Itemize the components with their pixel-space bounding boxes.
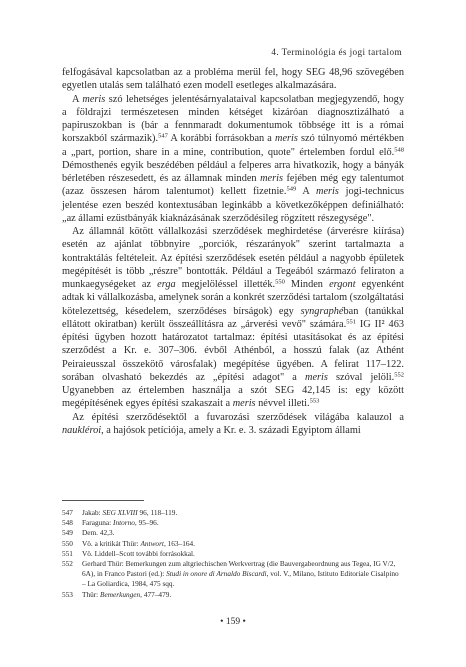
footnote [62,508,404,518]
text-run: Gerhard Thür: Bemerkungen zum altgriechischen Werkvertrag (die Bauvergabeordnung aus Tegea, IG V/2, 6A), in Franco Pastori (ed.): [82,559,396,579]
footnote-ref: 548 [394,146,404,153]
footnote-separator [62,500,144,501]
footnote [62,590,404,600]
text-run: Minden [284,279,330,290]
text-run: , 477–479. [140,589,172,599]
footnote-number: 553 [62,589,73,599]
text-run: Ugyanebben az értelemben használja a szót SEG 42,145 is: egy között megépítésének egyes építési szakaszait a [62,385,404,410]
footnote-number: 548 [62,518,73,528]
italic-term: Intorno [113,518,135,528]
text-run: Démosthenés egyik beszédében például a felperes arra hivatkozik, hogy a bányák bérletében részesedett, és az államnak minden [62,159,404,184]
footnote-ref: 551 [346,318,356,326]
footnote-number: 552 [62,559,73,569]
text-run: névvel illeti. [255,398,310,410]
footnote [62,518,404,528]
italic-term: SEG XLVIII [102,508,138,517]
italic-term: meris [260,173,283,184]
italic-term: Bemerkungen [100,589,141,599]
text-run: jogi-technicus jelentése ezen beszéd kontextusában leginkább a következőképpen definiálható: „az állami ezüstbányák kiaknázásának szerződésileg rögzített részegysége". [62,186,404,224]
footnote-ref: 550 [275,278,285,286]
footnote-text [82,590,404,600]
text-run: Jakab: [82,508,103,517]
text-run: Thür: [82,589,101,599]
italic-term: meris [316,186,339,198]
footnote-ref: 547 [158,132,168,140]
footnote-number: 551 [62,548,73,558]
footnote [62,528,404,538]
text-run: egyenként adtak ki vállalkozásba, amelynek során a konkrét szerződési tartalom (szolgáltatási kötelezettség, késedelem, szerződéses bírságok) egy [62,279,404,317]
text-run: fejében még egy talentumot (azaz összesen három talentumot) kellett fizetnie. [62,173,404,198]
footnote-ref: 552 [394,371,404,379]
text-run: A [296,186,317,198]
italic-term: meris [232,398,256,410]
text-run: Az építési szerződésektől a fuvarozási szerződések világába kalauzol a [72,411,404,423]
footnote-ref: 549 [286,185,297,193]
text-run: A korábbi forrásokban a [167,133,276,145]
footnote [62,549,404,559]
paragraph [62,93,404,226]
text-run: szóval jelöli. [327,371,395,383]
text-run: Vö. Liddell–Scott további forrásokkal. [82,548,195,558]
footnote-number: 547 [62,508,73,517]
footnote [62,539,404,549]
text-run: Az államnál kötött vállalkozási szerződések meghirdetése (árverésre kiírása) esetén az ajánlat többnyire „porciók, részarányok" szerint tartalmazta a kontraktálás feltételeit. Az építési szerződések esetén például a nagyobb épületek megépítését is több „részre" bontották. Például a Tegeából származó feliraton a munkaegységeket az [62,226,404,290]
running-header: 4. Terminológia és jogi tartalom [271,47,402,57]
paragraph [62,411,404,438]
italic-term: syngraphé [300,305,344,317]
italic-term: Studi in onore di Arnaldo Biscardi [166,569,267,579]
text-run: , 95–96. [134,518,159,528]
footnote [62,559,404,590]
text-run: A [72,93,83,105]
footnote-number: 550 [62,538,73,548]
italic-term: Antwort [140,538,164,548]
text-run: szó túlnyomó mértékben a „part, portion, share in a mine, contribution, quote" értelemben fordul elő. [62,133,404,158]
paragraph [62,225,404,411]
footnote-text [82,549,404,559]
footnote-text [82,518,404,528]
footnote-number: 549 [62,528,73,538]
paragraph [62,66,404,93]
text-run: ban (tanúkkal ellátott okiratban) került összeállításra az „árverési vevő" számára. [62,305,405,330]
footnotes [62,508,404,600]
text-run: felfogásával kapcsolatban az a probléma merül fel, hogy SEG 48,96 szövegében egyetlen utalás sem található ezen modell esetleges alkalmazására. [62,67,404,92]
text-run: , 163–164. [163,538,195,548]
footnote-text [82,508,404,518]
text-run: 96, 118–119. [137,508,178,517]
text-run: megjelöléssel illették. [175,279,276,290]
italic-term: meris [82,93,106,105]
page-number: • 159 • [220,617,246,627]
text-run: IG II² 463 építési ügyben hozott határozatot tartalmaz: építési utasításokat és az építési szerződést a Kr. e. 307–306. évből Athénból, a hosszú falak (az Athént Peiraieusszal összekötő városfalak) megépítése ügyében. A felirat 117–122. sorában olvasható bekezdés az „építési adagot" a [62,318,404,383]
italic-term: ergont [329,279,356,290]
italic-term: meris [305,371,328,383]
text-run: Faraguna: [82,518,114,528]
text-run: , a hajósok petíciója, amely a Kr. e. 3. századi Egyiptom állami [101,424,361,436]
footnote-text [82,528,404,538]
italic-term: meris [275,133,298,145]
footnote-text [82,539,404,549]
italic-term: erga [157,279,176,290]
text-run: Vö. a kritikát Thür: [82,538,141,548]
main-text [62,66,404,437]
text-run: , vol. V., Milano, Istituto Editoriale Cisalpino – La Goliardica, 1984, 475 sqq. [82,569,399,589]
italic-term: naukléroi [62,424,102,436]
text-run: szó lehetséges jelentésárnyalataival kapcsolatban megjegyzendő, hogy a földrajzi természetesen minden kétséget kizáróan diagnosztizálható a papiruszokban is (bár a fennmaradt dokumentumok többsége itt is a római korszakból származik). [62,93,404,145]
footnote-text [82,559,404,590]
text-run: Dem. 42,3. [82,528,115,538]
footnote-ref: 553 [309,397,320,405]
